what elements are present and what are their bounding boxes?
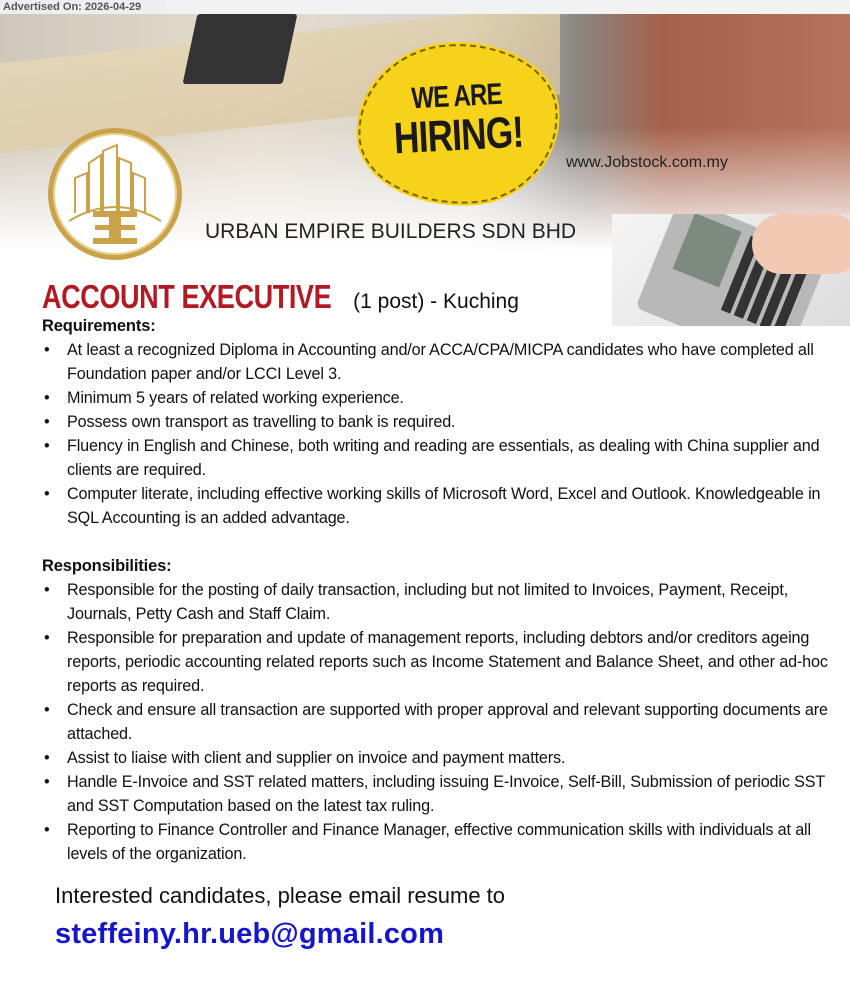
job-title: ACCOUNT EXECUTIVE — [42, 278, 332, 315]
list-item: • Fluency in English and Chinese, both writing and reading are essentials, as dealing with China supplier and clients are required. — [42, 434, 842, 482]
list-item: • Reporting to Finance Controller and Finance Manager, effective communication skills with individuals at all levels of the organization. — [42, 818, 842, 866]
list-item: • Responsible for the posting of daily transaction, including but not limited to Invoices, Payment, Receipt, Journals, Petty Cash and Staff Claim. — [42, 578, 842, 626]
company-logo — [48, 128, 182, 260]
top-bar — [166, 0, 850, 14]
website-text: www.Jobstock.com.my — [566, 154, 728, 171]
list-item: • Possess own transport as travelling to bank is required. — [42, 410, 842, 434]
job-title-row — [42, 278, 519, 316]
laptop-photo — [183, 14, 298, 84]
responsibilities-list — [42, 578, 842, 866]
list-item: • Computer literate, including effective working skills of Microsoft Word, Excel and Outlook. Knowledgeable in SQL Accounting is an added advantage. — [42, 482, 842, 530]
buildings-logo-icon — [65, 143, 165, 248]
company-name: URBAN EMPIRE BUILDERS SDN BHD — [205, 220, 577, 243]
list-item: • Responsible for preparation and update of management reports, including debtors and/or creditors ageing reports, periodic accounting related reports such as Income Statement and Balance Sheet, and other ad-hoc reports as required. — [42, 626, 842, 698]
list-item: • Handle E-Invoice and SST related matters, including issuing E-Invoice, Self-Bill, Submission of periodic SST and SST Computation based on the latest tax ruling. — [42, 770, 842, 818]
hiring-badge-line2: HIRING! — [392, 107, 525, 164]
list-item: • At least a recognized Diploma in Accounting and/or ACCA/CPA/MICPA candidates who have completed all Foundation paper and/or LCCI Level 3. — [42, 338, 842, 386]
list-item: • Assist to liaise with client and supplier on invoice and payment matters. — [42, 746, 842, 770]
requirements-heading: Requirements: — [42, 317, 156, 335]
list-item: • Check and ensure all transaction are supported with proper approval and relevant supporting documents are attached. — [42, 698, 842, 746]
advertised-date: Advertised On: 2026-04-29 — [0, 0, 166, 14]
contact-instruction: Interested candidates, please email resume to — [55, 883, 506, 908]
job-subtitle: (1 post) - Kuching — [353, 290, 519, 313]
calculator-photo — [612, 214, 850, 326]
contact-email-link[interactable]: steffeiny.hr.ueb@gmail.com — [55, 918, 445, 950]
hiring-badge-line1: WE ARE — [410, 77, 503, 116]
requirements-list — [42, 338, 842, 530]
list-item: • Minimum 5 years of related working experience. — [42, 386, 842, 410]
job-details — [42, 314, 842, 866]
responsibilities-heading: Responsibilities: — [42, 557, 172, 575]
